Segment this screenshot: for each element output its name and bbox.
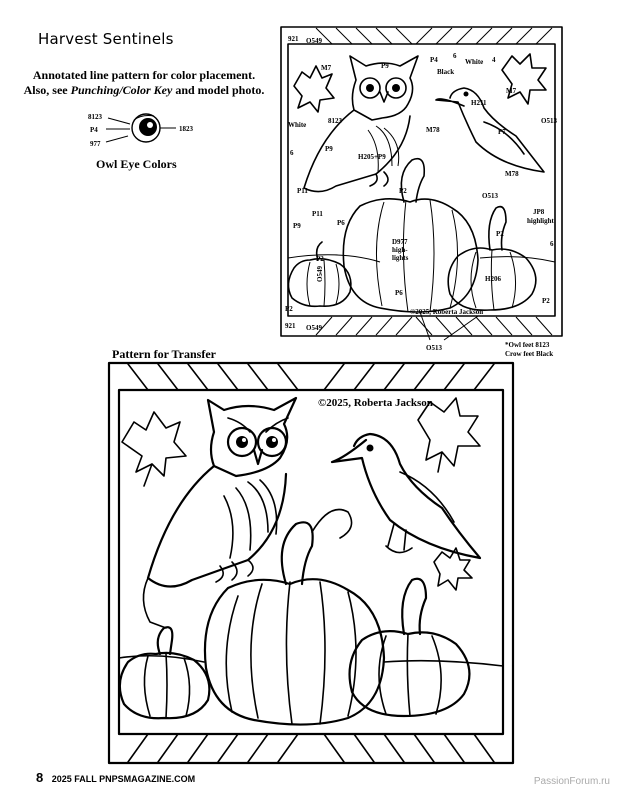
ann-m7-right: M7 xyxy=(506,87,517,95)
transfer-copyright: ©2025, Roberta Jackson xyxy=(318,397,433,409)
ann-8123: 8123 xyxy=(328,117,342,125)
transfer-small-pumpkin-left xyxy=(120,627,210,718)
transfer-leaf-left xyxy=(122,412,186,486)
ann-jp8: JP8 xyxy=(533,208,545,216)
ann-p11-b: P11 xyxy=(312,210,323,218)
annotated-big-pumpkin xyxy=(343,159,478,312)
annotated-top-chevrons xyxy=(316,28,552,44)
footer-site: PNPSMAGAZINE.COM xyxy=(99,774,196,784)
ann-p2-bottom-right: P2 xyxy=(542,297,550,305)
ann-4: 4 xyxy=(492,56,496,64)
ann-h211: H211 xyxy=(471,99,487,107)
ann-white-owl: White xyxy=(288,121,307,129)
intro-line-1: Annotated line pattern for color placement. xyxy=(32,68,256,82)
ann-m7-left: M7 xyxy=(321,64,332,72)
ann-h206: H206 xyxy=(485,275,501,283)
intro-text xyxy=(18,68,270,98)
ann-o549-top: O549 xyxy=(306,37,322,45)
annotated-pattern-illustration xyxy=(280,26,563,337)
eye-label-p4: P4 xyxy=(90,126,98,134)
transfer-small-pumpkin-right xyxy=(350,579,470,716)
ann-white-crow: White xyxy=(465,58,484,66)
annotated-leaf-left xyxy=(294,66,334,112)
eye-label-1823: 1823 xyxy=(179,125,193,133)
ann-6-right: 6 xyxy=(550,240,554,248)
ann-h205-p9: H205+P9 xyxy=(358,153,386,161)
ann-p9-body: P9 xyxy=(325,145,333,153)
ann-o549-bottom: O549 xyxy=(306,324,322,332)
watermark: PassionForum.ru xyxy=(533,776,610,787)
page-title: Harvest Sentinels xyxy=(38,30,174,48)
ann-d977: D977 xyxy=(392,238,408,246)
transfer-crow xyxy=(332,434,480,558)
ann-p2-small: P2 xyxy=(316,255,324,263)
ann-p7: P7 xyxy=(498,128,506,136)
punching-color-key-ref: Punching/Color Key xyxy=(70,83,173,97)
ann-p2-bottom-left: P2 xyxy=(285,305,293,313)
pattern-for-transfer-label: Pattern for Transfer xyxy=(112,347,216,361)
transfer-outer-frame xyxy=(109,363,513,763)
transfer-top-chevrons xyxy=(128,364,494,390)
o513-pointer-lines xyxy=(400,310,490,350)
ann-o513-right: O513 xyxy=(541,117,557,125)
ann-6-left: 6 xyxy=(290,149,294,157)
transfer-owl xyxy=(143,398,296,628)
transfer-inner-frame xyxy=(119,390,503,734)
footer-issue: 2025 FALL xyxy=(51,774,97,784)
intro-line-2: Also, see Punching/Color Key and model photo. xyxy=(23,83,265,97)
ann-lights: lights xyxy=(392,254,409,262)
ann-p6-top: P6 xyxy=(337,219,345,227)
eye-label-977: 977 xyxy=(90,140,101,148)
ann-o513-bottom: O513 xyxy=(426,344,442,352)
ann-p11: P11 xyxy=(297,187,308,195)
ann-black: Black xyxy=(437,68,455,76)
ann-921-top: 921 xyxy=(288,35,299,43)
ann-p2-stem: P2 xyxy=(399,187,407,195)
ann-copyright: ©2025, Roberta Jackson xyxy=(410,308,484,316)
eye-label-8123: 8123 xyxy=(88,113,102,121)
ann-highlight: highlight xyxy=(527,217,554,225)
annotated-small-pumpkin-right xyxy=(448,207,536,311)
ann-m78-top: M78 xyxy=(426,126,440,134)
ann-p9-head: P9 xyxy=(381,62,389,70)
feet-color-note: *Owl feet 8123 Crow feet Black xyxy=(505,341,554,358)
ann-6-top: 6 xyxy=(453,52,457,60)
transfer-pattern-illustration xyxy=(108,362,514,764)
ann-high: high- xyxy=(392,246,408,254)
transfer-leaf-right xyxy=(418,398,480,472)
annotated-leaf-right xyxy=(502,54,546,104)
page-number: 8 xyxy=(36,770,44,785)
transfer-bottom-chevrons xyxy=(128,734,494,762)
ann-o549-vertical: O549 xyxy=(316,266,324,282)
ann-o513-stem: O513 xyxy=(482,192,498,200)
ann-p9-left: P9 xyxy=(293,222,301,230)
ann-p6-bottom: P6 xyxy=(395,289,403,297)
ann-p2-right: P2 xyxy=(496,230,504,238)
ann-p4: P4 xyxy=(430,56,438,64)
ann-921-bottom: 921 xyxy=(285,322,296,330)
eye-colors-caption: Owl Eye Colors xyxy=(96,157,177,171)
ann-m78-right: M78 xyxy=(505,170,519,178)
page-footer xyxy=(36,770,195,785)
